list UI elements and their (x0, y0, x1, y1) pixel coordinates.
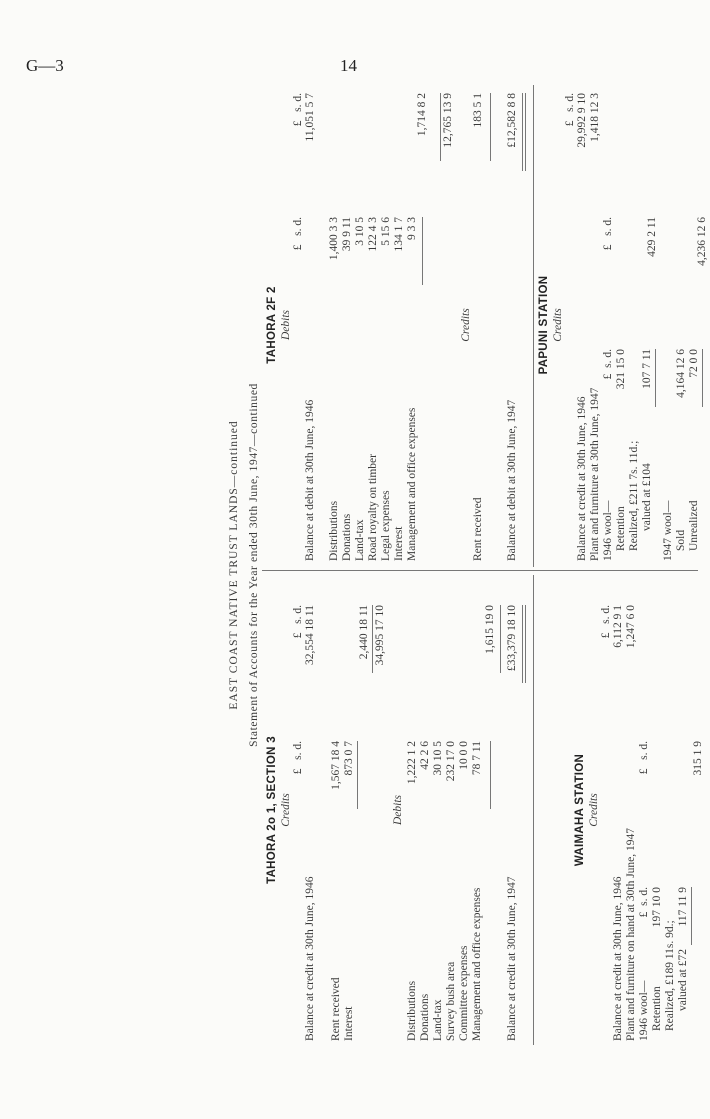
tahora-2f2-rent-label: Rent received (472, 497, 484, 561)
currency-header: £ s. d. (292, 605, 304, 639)
papuni-retention-label: Retention (615, 506, 627, 551)
rule (691, 887, 692, 945)
papuni-unrealized-amount: 72 0 0 (688, 349, 700, 378)
papuni-retention-amount: 321 15 0 (615, 349, 627, 390)
currency-header: £ s. d. (638, 887, 650, 918)
ledger-row-amount: 122 4 3 (367, 217, 379, 252)
ledger-row-label: Distributions (406, 980, 418, 1041)
waimaha-heading: WAIMAHA STATION (574, 753, 586, 867)
rule (490, 741, 491, 809)
currency-header: £ s. d. (292, 93, 304, 127)
statement-subtitle: Statement of Accounts for the Year ended 30th June, 1947—continued (248, 383, 260, 747)
rule (702, 349, 703, 407)
tahora-2o1-closing-amount: £33,379 18 10 (506, 605, 518, 672)
tahora-2f2-opening-label: Balance at debit at 30th June, 1946 (304, 399, 316, 561)
ledger-row-amount: 9 3 3 (406, 217, 418, 240)
ledger-row-label: Distributions (328, 500, 340, 561)
ledger-row-label: Interest (393, 526, 405, 561)
section-divider (533, 575, 534, 1045)
ledger-row-label: Committee expenses (458, 945, 470, 1041)
tahora-2f2-credits-label: Credits (460, 308, 472, 342)
ledger-row-amount: 134 1 7 (393, 217, 405, 252)
tahora-2f2-closing-amount: £12,582 8 8 (506, 93, 518, 148)
papuni-realized-amount: 107 7 11 (641, 349, 653, 389)
page-number: 14 (340, 56, 357, 75)
ledger-row-amount: 5 15 6 (380, 217, 392, 246)
papuni-wool46-total: 429 2 11 (646, 217, 658, 257)
waimaha-opening-amount: 6,112 9 1 (612, 605, 624, 648)
waimaha-realized-label: Realized, £189 11s. 9d.; (664, 920, 676, 1031)
currency-header: £ s. d. (638, 741, 650, 775)
tahora-2o1-opening-label: Balance at credit at 30th June, 1946 (304, 876, 316, 1041)
ledger-row-label: Land-tax (432, 999, 444, 1041)
waimaha-retention-amount: 197 10 0 (651, 887, 663, 928)
currency-header: £ s. d. (602, 217, 614, 251)
ledger-row-amount: 1,400 3 3 (328, 217, 340, 261)
rule (490, 93, 491, 161)
rule (655, 349, 656, 407)
page-reference: G—3 (26, 56, 64, 75)
column-divider (262, 570, 698, 571)
papuni-plant-label: Plant and furniture at 30th June, 1947 (589, 387, 601, 561)
tahora-2o1-opening-amount: 32,554 18 11 (304, 605, 316, 665)
papuni-sold-label: Sold (675, 529, 687, 551)
papuni-realized-label: Realized, £211 7s. 11d.; (628, 440, 640, 551)
tahora-2o1-rent-label: Rent received (330, 977, 342, 1041)
papuni-opening-amount: 29,992 9 10 (576, 93, 588, 148)
rule (525, 93, 526, 171)
rule (525, 605, 526, 683)
papuni-credits-label: Credits (552, 308, 564, 342)
ledger-row-amount: 30 10 5 (432, 741, 444, 776)
section-divider (533, 85, 534, 567)
tahora-2f2-opening-amount: 11,051 5 7 (304, 93, 316, 142)
papuni-unrealized-label: Unrealized (688, 500, 700, 551)
tahora-2f2-debits-label: Debits (280, 309, 292, 341)
currency-header: £ s. d. (292, 217, 304, 251)
waimaha-wool-total: 315 1 9 (692, 741, 704, 776)
ledger-row-amount: 42 2 6 (419, 741, 431, 770)
ledger-row-label: Donations (341, 513, 353, 561)
tahora-2o1-closing-label: Balance at credit at 30th June, 1947 (506, 876, 518, 1041)
papuni-plant-amount: 1,418 12 3 (589, 93, 601, 142)
waimaha-retention-label: Retention (651, 986, 663, 1031)
tahora-2f2-closing-label: Balance at debit at 30th June, 1947 (506, 399, 518, 561)
ledger-row-label: Legal expenses (380, 490, 392, 561)
tahora-2f2-debits-total: 12,765 13 9 (442, 93, 454, 148)
rule (440, 93, 441, 161)
papuni-heading: PAPUNI STATION (538, 275, 550, 375)
ledger-row-label: Survey bush area (445, 961, 457, 1041)
ledger-row-amount: 232 17 0 (445, 741, 457, 782)
tahora-2o1-debits-total: 1,615 19 0 (484, 605, 496, 654)
ledger-row-label: Land-tax (354, 519, 366, 561)
ledger-row-label: Management and office expenses (471, 887, 483, 1041)
rule (357, 741, 358, 809)
papuni-wool47-total: 4,236 12 6 (696, 217, 708, 266)
tahora-2o1-credits-total: 34,995 17 10 (374, 605, 386, 666)
waimaha-wool-label: 1946 wool— (638, 980, 650, 1041)
ledger-row-label: Road royalty on timber (367, 454, 379, 561)
ledger-row-label: Donations (419, 993, 431, 1041)
tahora-2o1-heading: TAHORA 2o 1, SECTION 3 (266, 736, 278, 884)
statement-title: EAST COAST NATIVE TRUST LANDS—continued (228, 420, 240, 710)
waimaha-opening-label: Balance at credit at 30th June, 1946 (612, 876, 624, 1041)
waimaha-plant-label: Plant and furniture on hand at 30th June, 1947 (625, 827, 637, 1041)
tahora-2f2-rent-amount: 183 5 1 (472, 93, 484, 128)
ledger-row-amount: 39 9 11 (341, 217, 353, 252)
tahora-2f2-heading: TAHORA 2F 2 (266, 286, 278, 364)
rule (522, 93, 523, 171)
waimaha-plant-amount: 1,247 6 0 (625, 605, 637, 649)
ledger-row-amount: 1,222 1 2 (406, 741, 418, 785)
ledger-row-amount: 10 0 0 (458, 741, 470, 770)
rule (522, 605, 523, 683)
rule (500, 605, 501, 673)
papuni-opening-label: Balance at credit at 30th June, 1946 (576, 396, 588, 561)
waimaha-valued-label: valued at £72 (677, 949, 689, 1011)
papuni-wool46-label: 1946 wool— (602, 500, 614, 561)
papuni-sold-amount: 4,164 12 6 (675, 349, 687, 398)
accounts-statement (200, 85, 710, 1045)
tahora-2o1-interest-amount: 873 0 7 (343, 741, 355, 776)
ledger-row-amount: 3 10 5 (354, 217, 366, 246)
rule (422, 217, 423, 285)
tahora-2o1-debits-label: Debits (392, 794, 404, 826)
tahora-2o1-rent-amount: 1,567 18 4 (330, 741, 342, 790)
currency-header: £ s. d. (292, 741, 304, 775)
currency-header: £ s. d. (600, 605, 612, 639)
rule (372, 605, 373, 673)
tahora-2o1-credits-label: Credits (280, 793, 292, 827)
waimaha-realized-amount: 117 11 9 (677, 887, 689, 927)
papuni-wool47-label: 1947 wool— (662, 500, 674, 561)
currency-header: £ s. d. (564, 93, 576, 127)
papuni-valued-label: valued at £104 (641, 463, 653, 531)
ledger-row-amount: 78 7 11 (471, 741, 483, 776)
ledger-row-label: Management and office expenses (406, 407, 418, 561)
waimaha-credits-label: Credits (588, 793, 600, 827)
currency-header: £ s. d. (602, 349, 614, 380)
tahora-2o1-interest-label: Interest (343, 1006, 355, 1041)
tahora-2f2-debits-subtotal: 1,714 8 2 (416, 93, 428, 137)
tahora-2o1-credits-subtotal: 2,440 18 11 (358, 605, 370, 660)
